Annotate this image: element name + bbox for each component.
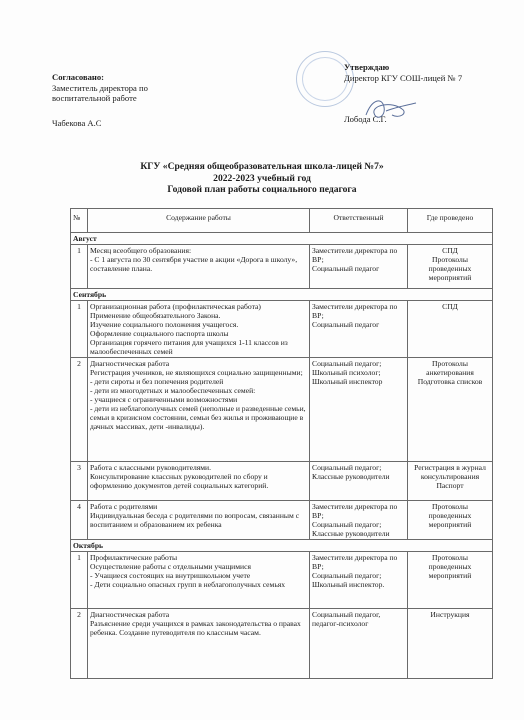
responsible-cell (310, 552, 408, 609)
content-cell-line: - С 1 августа по 30 сентября участие в акции «Дорога в школу», составление плана. (90, 255, 298, 273)
place-cell-line: Регистрация в журнал консультирования (414, 463, 486, 481)
stamp-inner-ring (302, 57, 348, 101)
responsible-cell (310, 501, 408, 540)
content-cell-line: Месяц всеобщего образования: (90, 246, 192, 255)
row-number: 1 (71, 552, 88, 609)
place-cell (408, 301, 493, 358)
responsible-cell-line: Социальный педагог; (312, 463, 382, 472)
content-cell (88, 552, 310, 609)
content-cell-line: Организационная работа (профилактическая работа) (90, 302, 261, 311)
document-title (0, 161, 524, 196)
content-cell-line: Диагностическая работа (90, 359, 170, 368)
content-cell-line: Консультирование классных руководителей по сбору и оформлению документов детей социальных категорий. (90, 472, 269, 490)
place-cell (408, 552, 493, 609)
content-cell (88, 301, 310, 358)
place-cell-line: Инструкция (430, 610, 470, 619)
place-cell-line: Протоколы проведенных мероприятий (428, 255, 472, 282)
month-label: Сентябрь (71, 289, 493, 301)
place-cell-line: Паспорт (436, 481, 464, 490)
title-line-3: Годовой план работы социального педагога (167, 184, 357, 196)
month-label: Октябрь (71, 540, 493, 552)
confirm-title: Утверждаю (344, 62, 390, 72)
responsible-cell-line: Школьный психолог; (312, 368, 381, 377)
responsible-cell-line: Заместители директора по ВР; (312, 302, 398, 320)
content-cell-line: - Дети социально опасных групп в неблагополучных семьях (90, 580, 286, 589)
header-number: № (71, 209, 88, 233)
place-cell-line: Протоколы проведенных мероприятий (428, 553, 472, 580)
content-cell (88, 462, 310, 501)
place-cell-line: Подготовка списков (417, 377, 483, 386)
content-cell-line: Индивидуальная беседа с родителями по вопросам, связанным с воспитанием и образованием их ребенка (90, 511, 300, 529)
month-row (71, 540, 493, 552)
confirm-signature-name: Лобода С.Г. (344, 114, 387, 125)
responsible-cell-line: Школьный инспектор (312, 377, 383, 386)
table-row (71, 609, 493, 679)
content-cell (88, 358, 310, 462)
place-cell (408, 501, 493, 540)
responsible-cell-line: Социальный педагог (312, 320, 380, 329)
responsible-cell-line: Социальный педагог, (312, 610, 381, 619)
place-cell (408, 609, 493, 679)
plan-table (70, 208, 493, 679)
content-cell-line: Организация горячего питания для учащихся 1-11 классов из малообеспеченных семей (90, 338, 288, 356)
place-cell (408, 245, 493, 289)
table-row (71, 245, 493, 289)
responsible-cell-line: Классные руководители (312, 472, 390, 481)
responsible-cell-line: Заместители директора по ВР; (312, 246, 398, 264)
place-cell-line: СПД (442, 246, 458, 255)
signature-icon (362, 93, 418, 127)
row-number: 1 (71, 245, 88, 289)
responsible-cell-line: Классные руководители (312, 529, 390, 538)
content-cell-line: Разъяснение среди учащихся в рамках законодательства о правах ребенка. Создание путеводителя по классным часам. (90, 619, 301, 637)
place-cell-line: Протоколы анкетирования (426, 359, 474, 377)
header-place: Где проведено (408, 209, 493, 233)
content-cell-line: - учащиеся с ограниченными возможностями (90, 395, 238, 404)
content-cell-line: Изучение социального положения учащегося. (90, 320, 239, 329)
month-label: Август (71, 233, 493, 245)
content-cell (88, 501, 310, 540)
row-number: 3 (71, 462, 88, 501)
content-cell-line: Осуществление работы с отдельными учащимися (90, 562, 251, 571)
content-cell-line: Оформление социального паспорта школы (90, 329, 229, 338)
responsible-cell (310, 301, 408, 358)
confirm-line-1: Директор КГУ СОШ-лицей № 7 (344, 72, 463, 83)
table-row (71, 462, 493, 501)
content-cell-line: Применение общеобязательного Закона. (90, 311, 221, 320)
place-cell (408, 358, 493, 462)
responsible-cell (310, 462, 408, 501)
place-cell (408, 462, 493, 501)
month-row (71, 289, 493, 301)
responsible-cell-line: педагог-психолог (312, 619, 369, 628)
responsible-cell-line: Заместители директора по ВР; (312, 553, 398, 571)
content-cell-line: Работа с родителями (90, 502, 158, 511)
responsible-cell-line: Школьный инспектор. (312, 580, 385, 589)
content-cell-line: Диагностическая работа (90, 610, 170, 619)
responsible-cell-line: Заместители директора по ВР; (312, 502, 398, 520)
table-row (71, 501, 493, 540)
content-cell-line: - Учащиеся состоящих на внутришкольном учете (90, 571, 251, 580)
responsible-cell (310, 609, 408, 679)
place-cell-line: Протоколы проведенных мероприятий (428, 502, 472, 529)
row-number: 2 (71, 358, 88, 462)
content-cell-line: Работа с классными руководителями. (90, 463, 211, 472)
table-row (71, 552, 493, 609)
responsible-cell-line: Социальный педагог (312, 264, 380, 273)
row-number: 4 (71, 501, 88, 540)
title-line-1: КГУ «Средняя общеобразовательная школа-лицей №7» (140, 161, 384, 172)
content-cell-line: - дети сироты и без попечения родителей (90, 377, 224, 386)
header-responsible: Ответственный (310, 209, 408, 233)
content-cell-line: Регистрация учеников, не являющихся социально защищенными; (90, 368, 303, 377)
responsible-cell-line: Социальный педагог; (312, 359, 382, 368)
place-cell-line: СПД (442, 302, 458, 311)
approval-signature-name: Чабекова А.С (52, 117, 102, 128)
row-number: 1 (71, 301, 88, 358)
content-cell-line: - дети из многодетных и малообеспеченных семей: (90, 386, 256, 395)
responsible-cell (310, 358, 408, 462)
content-cell (88, 245, 310, 289)
content-cell-line: - дети из неблагополучных семей (неполные и разведенные семьи, семьи в кризисном состоянии, семьи без жилья и проживающие в дачных массивах, дети -инвалиды). (90, 404, 306, 431)
responsible-cell (310, 245, 408, 289)
content-cell (88, 609, 310, 679)
table-row (71, 358, 493, 462)
table-header-row (71, 209, 493, 233)
header-content: Содержание работы (88, 209, 310, 233)
row-number: 2 (71, 609, 88, 679)
table-row (71, 301, 493, 358)
approval-line-2: воспитательной работе (52, 93, 137, 104)
approval-line-1: Заместитель директора по (52, 82, 148, 93)
approval-title: Согласовано: (52, 72, 105, 82)
approval-block (52, 72, 202, 128)
title-line-2: 2022-2023 учебный год (213, 172, 311, 184)
responsible-cell-line: Социальный педагог; (312, 571, 382, 580)
month-row (71, 233, 493, 245)
content-cell-line: Профилактические работы (90, 553, 178, 562)
responsible-cell-line: Социальный педагог; (312, 520, 382, 529)
